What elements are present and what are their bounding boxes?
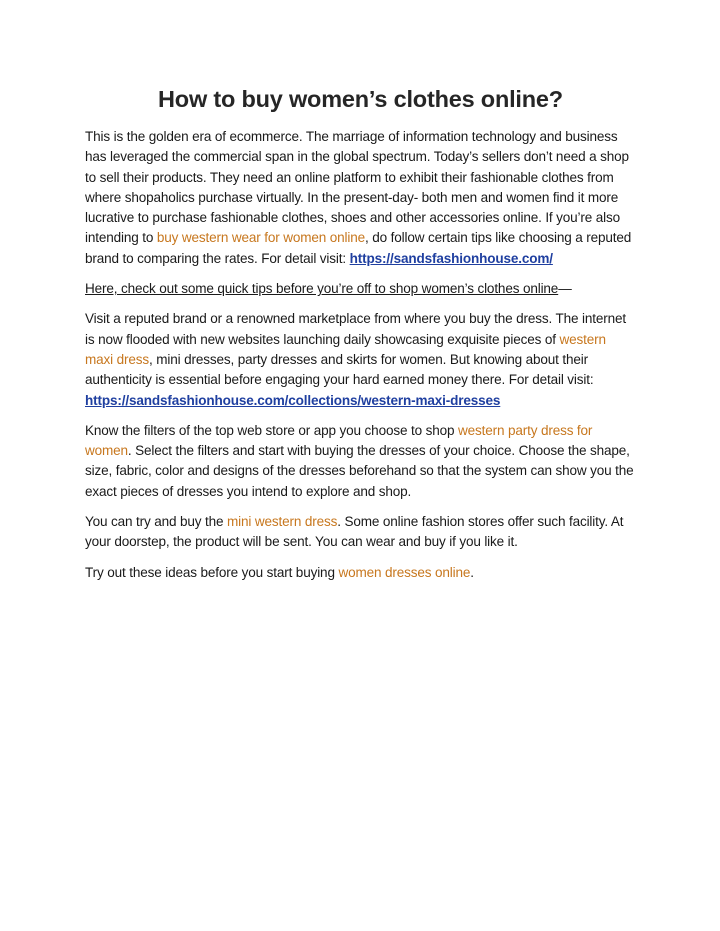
intro-text-a: This is the golden era of ecommerce. The marriage of information technology and business has leveraged the commercial span in the global spectrum. Today’s sellers don’t need a shop to sell their products. They need an online platform to exhibit their fashionable clothes from where shopaholics purchase virtually. In the present-day- both men and women find it more lucrative to purchase fashionable clothes, shoes and other accessories online. If you’re also intending to <box>85 129 629 246</box>
filters-text-a: Know the filters of the top web store or app you choose to shop <box>85 422 458 438</box>
keyword-link-women-dresses[interactable]: women dresses online <box>338 564 471 580</box>
tips-dash: — <box>558 281 572 297</box>
intro-text-b: , do follow certain tips like choosing a reputed brand to comparing the rates. For detail visit: <box>85 230 632 266</box>
keyword-link-party-dress[interactable]: western party dress for women <box>85 422 593 459</box>
closing-paragraph <box>85 563 636 583</box>
keyword-link-western-wear[interactable]: buy western wear for women online <box>156 230 366 246</box>
brand-text-b: , mini dresses, party dresses and skirts for women. But knowing about their authenticity is essential before engaging your hard earned money there. For detail visit: <box>85 351 594 388</box>
try-buy-text-a: You can try and buy the <box>85 514 228 530</box>
keyword-link-maxi-dress[interactable]: western maxi dress <box>85 331 606 367</box>
brand-text-a: Visit a reputed brand or a renowned marketplace from where you buy the dress. The internet is now flooded with new websites launching daily showcasing exquisite pieces of <box>85 311 626 347</box>
homepage-url-link[interactable]: https://sandsfashionhouse.com/ <box>349 250 553 266</box>
intro-paragraph <box>85 127 636 269</box>
tips-heading-paragraph <box>85 279 636 299</box>
try-buy-text-b: . Some online fashion stores offer such facility. At your doorstep, the product will be sent. You can wear and buy if you like it. <box>85 514 624 550</box>
page-title: How to buy women’s clothes online? <box>158 86 563 112</box>
filters-paragraph <box>85 421 636 502</box>
keyword-link-mini-dress[interactable]: mini western dress <box>227 514 338 530</box>
try-buy-paragraph <box>85 512 636 553</box>
tips-heading: Here, check out some quick tips before you’re off to shop women’s clothes online <box>85 281 559 297</box>
closing-text-a: Try out these ideas before you start buying <box>85 564 339 580</box>
maxi-dresses-url-link[interactable]: https://sandsfashionhouse.com/collections/western-maxi-dresses <box>85 392 501 408</box>
filters-text-b: . Select the filters and start with buying the dresses of your choice. Choose the shape, size, fabric, color and designs of the dresses beforehand so that the system can show you the exact pieces of dresses you intend to explore and shop. <box>85 443 634 499</box>
brand-paragraph <box>85 309 636 410</box>
closing-text-b: . <box>470 564 474 580</box>
